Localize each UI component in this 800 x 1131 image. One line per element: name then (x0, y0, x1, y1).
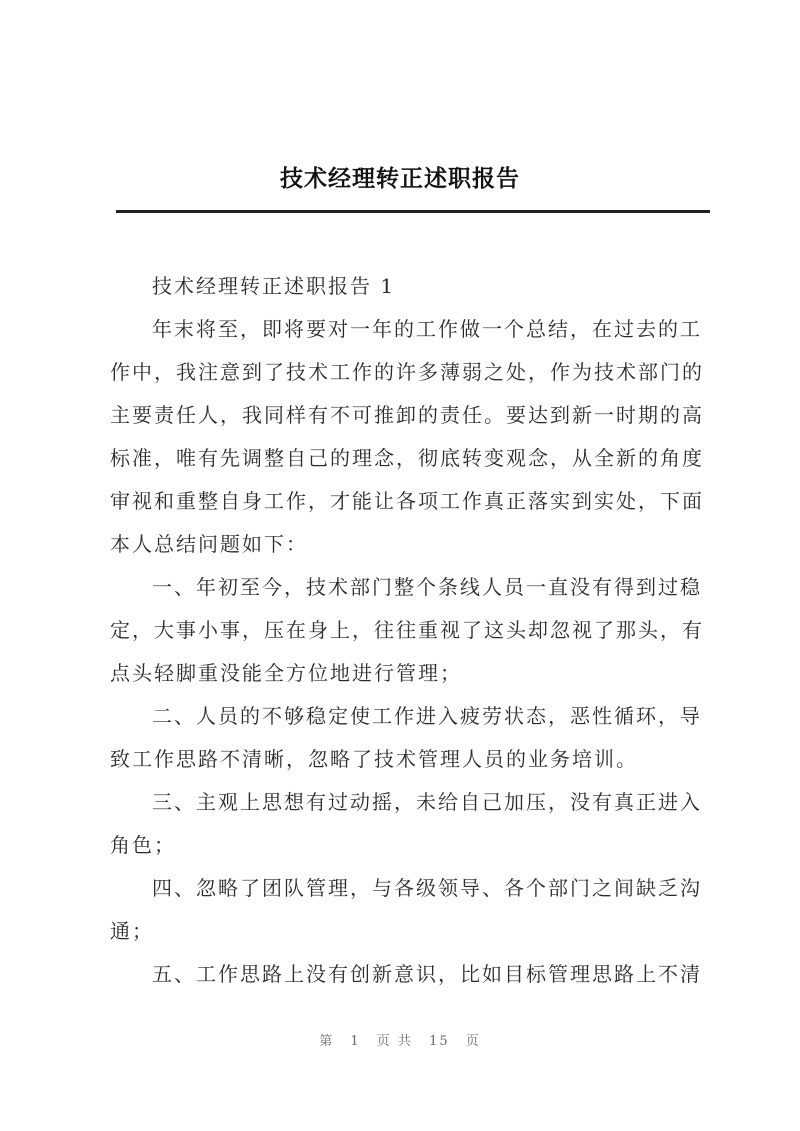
footer-total-pages: 15 (429, 1034, 450, 1049)
footer-page-label: 第 (319, 1034, 335, 1049)
footer-end-label: 页 (465, 1034, 481, 1049)
footer-of-label: 页 共 (376, 1034, 413, 1049)
document-body (110, 265, 710, 996)
paragraph-item-4: 四、忽略了团队管理，与各级领导、各个部门之间缺乏沟通； (110, 876, 702, 943)
paragraph-item-5: 五、工作思路上没有创新意识，比如目标管理思路上不清 (152, 962, 702, 986)
footer-current-page: 1 (350, 1034, 361, 1049)
document-title: 技术经理转正述职报告 (280, 165, 520, 192)
section-heading: 技术经理转正述职报告 1 (152, 274, 396, 298)
paragraph-item-2: 二、人员的不够稳定使工作进入疲劳状态，恶性循环，导致工作思路不清晰，忽略了技术管理人员的业务培训。 (110, 704, 702, 771)
paragraph-intro: 年末将至，即将要对一年的工作做一个总结，在过去的工作中，我注意到了技术工作的许多薄弱之处，作为技术部门的主要责任人，我同样有不可推卸的责任。要达到新一时期的高标准，唯有先调整自己的理念，彻底转变观念，从全新的角度审视和重整自身工作，才能让各项工作真正落实到实处，下面本人总结问题如下： (110, 317, 704, 556)
title-divider (116, 210, 710, 213)
paragraph-item-3: 三、主观上思想有过动摇，未给自己加压，没有真正进入角色； (110, 790, 702, 857)
paragraph-item-1: 一、年初至今，技术部门整个条线人员一直没有得到过稳定，大事小事，压在身上，往往重视了这头却忽视了那头，有点头轻脚重没能全方位地进行管理； (110, 575, 704, 685)
page-footer (0, 1030, 800, 1049)
